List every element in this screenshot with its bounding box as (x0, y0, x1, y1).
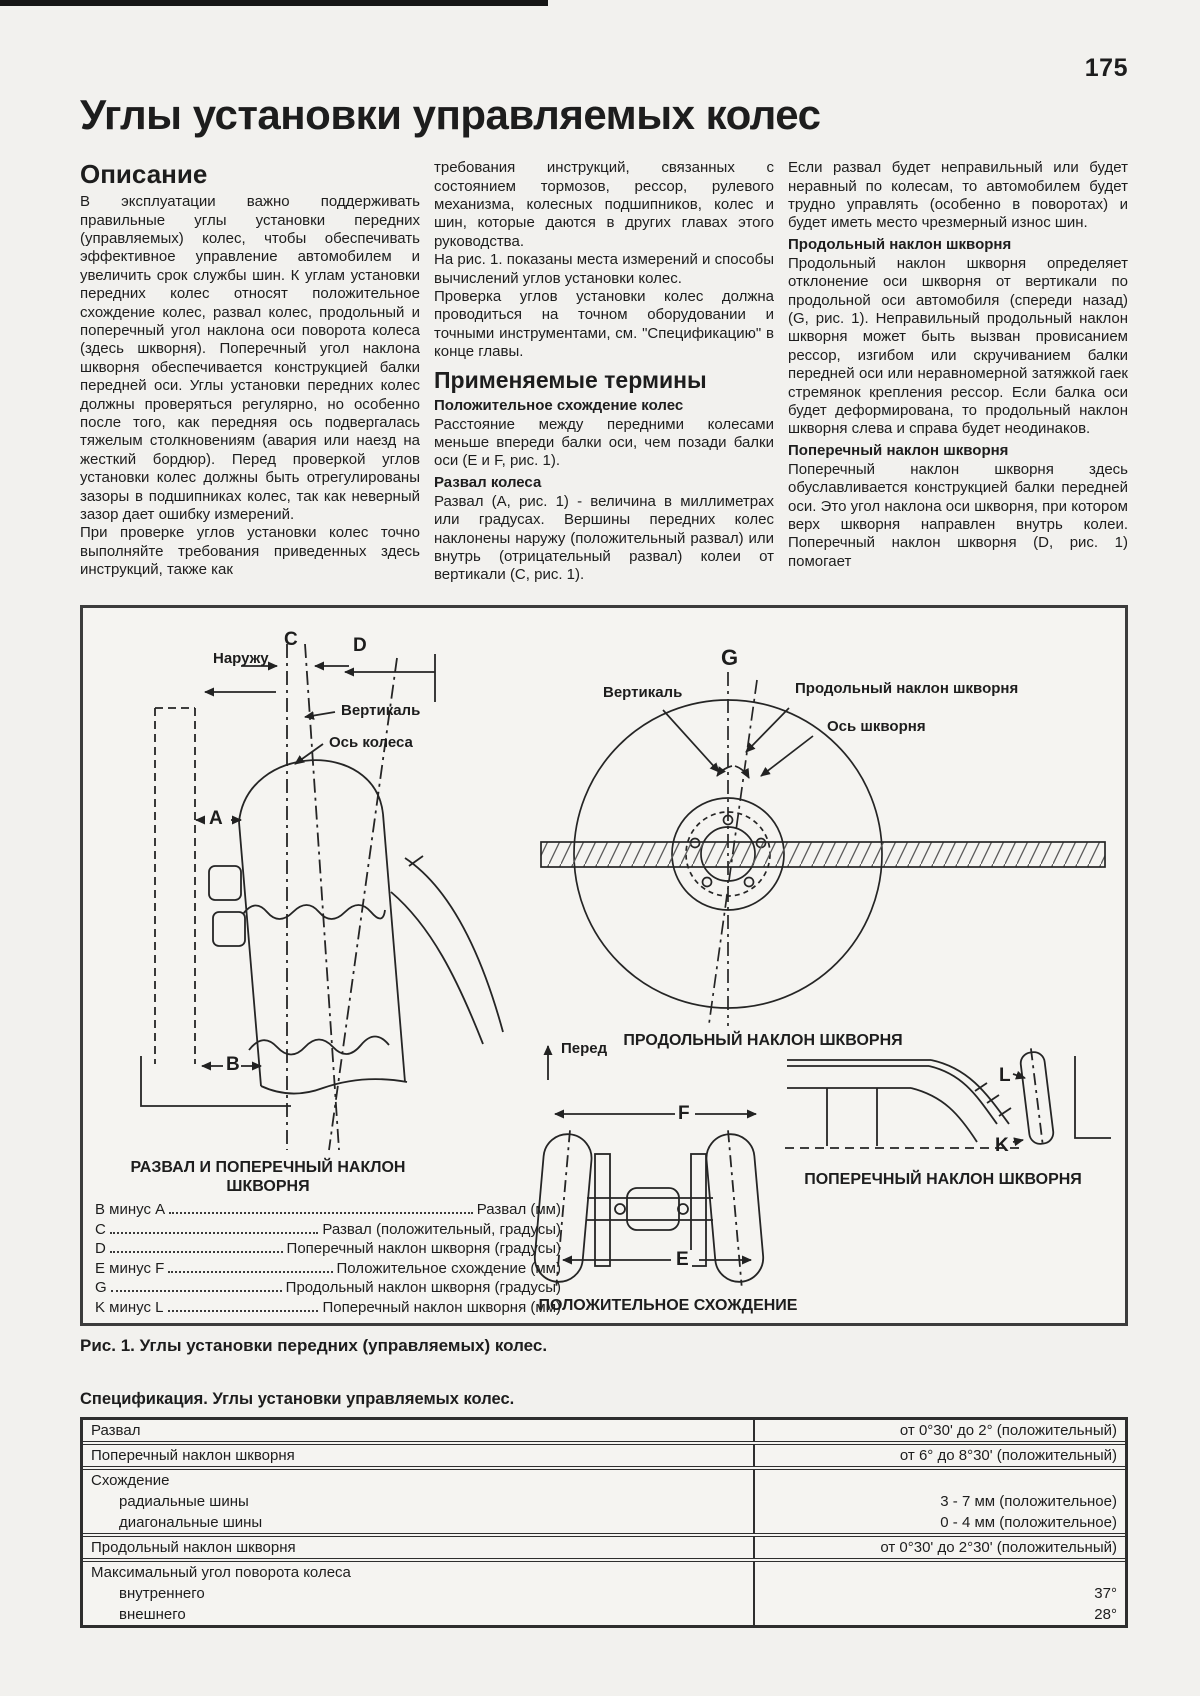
spec-label: внешнего (83, 1604, 755, 1625)
spec-value: 0 - 4 мм (положительное) (940, 1514, 1117, 1532)
legend-key: C (95, 1220, 106, 1238)
spec-label: внутреннего (83, 1583, 755, 1604)
legend-key: E минус F (95, 1259, 165, 1277)
spec-table (80, 1417, 1128, 1628)
label-caster: Продольный наклон шкворня (795, 680, 1019, 698)
lk-bracket (1013, 1056, 1111, 1142)
spec-value: 3 - 7 мм (положительное) (940, 1493, 1117, 1511)
paragraph: Если развал будет неправильный или будет неравный по колесам, то автомобилем будет трудно управлять (особенно в поворотах) и будет иметь место чрезмерный износ шин. (788, 159, 1128, 232)
wall-foot (141, 1056, 291, 1106)
text-columns (80, 159, 1128, 601)
label-forward: Перед (561, 1040, 608, 1058)
column-3 (788, 159, 1128, 601)
paragraph: Поперечный наклон шкворня здесь обуславливается конструкцией балки передней оси. Это угол наклона оси шкворня, при котором верх шкворня направлен внутрь колеи. Поперечный наклон шкворня (D, рис. 1) помогает (788, 460, 1128, 570)
caption-camber: РАЗВАЛ И ПОПЕРЕЧНЫЙ НАКЛОН ШКВОРНЯ (130, 1159, 406, 1196)
legend-row (95, 1239, 561, 1259)
page-content (80, 0, 1128, 1628)
legend-leader (168, 1259, 332, 1273)
spec-label: диагональные шины (83, 1512, 755, 1533)
legend-value: Развал (мм) (476, 1201, 561, 1219)
subheading-kingpin: Поперечный наклон шкворня (788, 441, 1009, 459)
subheading-camber: Развал колеса (434, 473, 542, 491)
subheading-toe-in: Положительное схождение колес (434, 396, 684, 414)
axle-beam (587, 1154, 713, 1266)
paragraph: Расстояние между передними колесами меньше впереди балки оси, чем позади балки оси (E и F, рис. 1). (434, 415, 774, 470)
spec-value (755, 1470, 1125, 1491)
legend-leader (110, 1239, 283, 1253)
legend-leader (168, 1298, 319, 1312)
d-dimension (345, 654, 435, 702)
wheel-axis-line (305, 644, 339, 1150)
table-row (83, 1604, 1125, 1625)
legend-leader (111, 1278, 282, 1292)
legend-value: Поперечный наклон шкворня (градусы) (286, 1240, 561, 1258)
page-number: 175 (1084, 54, 1128, 82)
label-vertical-left: Вертикаль (341, 702, 421, 720)
spec-label: радиальные шины (83, 1491, 755, 1512)
label-wheel-axis: Ось колеса (329, 734, 413, 752)
label-e: E (673, 1250, 692, 1269)
knuckle-arm (391, 856, 503, 1044)
legend-row (95, 1278, 561, 1298)
spec-value: от 6° до 8°30' (положительный) (899, 1447, 1117, 1465)
axle-beam-profile (787, 1060, 1011, 1146)
paragraph: Проверка углов установки колес должна проводиться на точном оборудовании и точными инструментами, см. "Спецификацию" в конце главы. (434, 287, 774, 361)
right-wheel (704, 1128, 765, 1288)
caption-caster: ПРОДОЛЬНЫЙ НАКЛОН ШКВОРНЯ (623, 1032, 903, 1050)
spec-heading: Спецификация. Углы установки управляемых колес. (80, 1390, 515, 1409)
leaf-spring-axle (541, 842, 1105, 867)
figure-legend (95, 1200, 561, 1318)
label-l: L (999, 1065, 1011, 1087)
column-1 (80, 159, 420, 601)
label-k: K (995, 1135, 1009, 1157)
figure-1-wheel-alignment (80, 605, 1128, 1326)
paragraph: В эксплуатации важно поддерживать правильные углы установки передних (управляемых) колес, чтобы обеспечивать эффективное управление автомобилем и увеличить срок службы шин. К углам установки передних колес относят положительное схождение колес, развал колес, продольный и поперечный угол наклона оси поворота колеса (здесь шкворня). Поперечный угол наклона шкворня обеспечивается конструкцией балки передней оси. Углы установки передних колес должны проверяться регулярно, но особенно после того, как передняя ось подвергалась тяжелым столкновениям (авария или наезд на жесткий бордюр). Перед проверкой углов установки колес должны быть отрегулированы зазоры в подшипниках колес, так как неверный зазор дает ошибку измерений. (80, 193, 420, 523)
caption-toe: ПОЛОЖИТЕЛЬНОЕ СХОЖДЕНИЕ (538, 1297, 798, 1315)
section-heading-terms: Применяемые термины (434, 366, 707, 393)
legend-key: D (95, 1240, 106, 1258)
legend-value: Положительное схождение (мм) (336, 1259, 561, 1277)
section-heading-description: Описание (80, 159, 208, 190)
legend-value: Поперечный наклон шкворня (мм) (322, 1299, 561, 1317)
vertical-label-arrow (663, 710, 719, 772)
label-d: D (353, 635, 367, 657)
label-c: C (284, 629, 298, 651)
paragraph: Развал (A, рис. 1) - величина в миллиметрах или градусах. Вершины передних колес наклонены наружу (положительный развал) или внутрь (отрицательный развал) колеи от вертикали (C, рис. 1). (434, 492, 774, 584)
label-a: A (209, 808, 223, 830)
figure-caption: Рис. 1. Углы установки передних (управляемых) колес. (80, 1336, 548, 1356)
caster-diagram (513, 614, 1125, 1034)
subheading-caster: Продольный наклон шкворня (788, 235, 1012, 253)
paragraph: Продольный наклон шкворня определяет отклонение оси шкворня от вертикали по продольной оси автомобиля (спереди назад) (G, рис. 1). Неправильный продольный наклон шкворня может быть вызван провисанием рессор, изгибом или скручиванием балки передней оси или неравномерной затяжкой гаек стремянок крепления рессор. Если балка оси будет деформирована, то продольный наклон шкворня слева и справа будет неодинаков. (788, 254, 1128, 438)
table-row (83, 1583, 1125, 1604)
table-row (83, 1491, 1125, 1512)
column-2 (434, 159, 774, 601)
label-b: B (226, 1054, 240, 1076)
kingpin-spindle (1019, 1047, 1055, 1149)
spec-value: 28° (1094, 1606, 1117, 1624)
spec-value (755, 1562, 1125, 1583)
label-f: F (675, 1104, 693, 1123)
legend-key: K минус L (95, 1299, 164, 1317)
label-g: G (721, 645, 739, 671)
page-title: Углы установки управляемых колес (80, 91, 821, 138)
legend-key: G (95, 1279, 107, 1297)
legend-row (95, 1298, 561, 1318)
kingpin-inclination-diagram (773, 1046, 1113, 1164)
label-kingpin-axis: Ось шкворня (827, 718, 926, 736)
table-row (83, 1466, 1125, 1491)
legend-key: B минус A (95, 1201, 166, 1219)
spec-label: Максимальный угол поворота колеса (83, 1562, 755, 1583)
spec-value: 37° (1094, 1585, 1117, 1603)
vertical-label-arrow (305, 712, 335, 717)
kingpin-axis-label-arrow (761, 736, 813, 776)
legend-leader (110, 1220, 318, 1234)
paragraph: При проверке углов установки колес точно выполняйте требования приведенных здесь инструкций, также как (80, 524, 420, 579)
table-row (83, 1558, 1125, 1583)
legend-value: Продольный наклон шкворня (градусы) (285, 1279, 561, 1297)
legend-row (95, 1200, 561, 1220)
paragraph: требования инструкций, связанных с состоянием тормозов, рессор, рулевого механизма, колесных подшипников, колес и шин, которые даются в других главах этого руководства. (434, 159, 774, 250)
table-row (83, 1512, 1125, 1533)
label-vertical-right: Вертикаль (603, 684, 683, 702)
spec-label: Продольный наклон шкворня (83, 1537, 755, 1558)
kingpin-axis-line (329, 658, 397, 1150)
legend-row (95, 1220, 561, 1240)
paragraph: На рис. 1. показаны места измерений и способы вычислений углов установки колес. (434, 251, 774, 287)
spec-value: от 0°30' до 2°30' (положительный) (880, 1539, 1117, 1557)
label-outward: Наружу (213, 650, 269, 668)
spec-label: Развал (83, 1420, 755, 1441)
legend-leader (169, 1200, 473, 1214)
legend-row (95, 1259, 561, 1279)
spec-value: от 0°30' до 2° (положительный) (899, 1422, 1117, 1440)
spec-label: Поперечный наклон шкворня (83, 1445, 755, 1466)
spec-label: Схождение (83, 1470, 755, 1491)
table-row (83, 1441, 1125, 1466)
caption-kpi: ПОПЕРЕЧНЫЙ НАКЛОН ШКВОРНЯ (804, 1171, 1082, 1189)
wheel-outline (209, 760, 407, 1093)
table-row (83, 1420, 1125, 1441)
wall-shape (155, 708, 195, 1064)
table-row (83, 1533, 1125, 1558)
legend-value: Развал (положительный, градусы) (322, 1220, 561, 1238)
camber-diagram (91, 614, 511, 1159)
